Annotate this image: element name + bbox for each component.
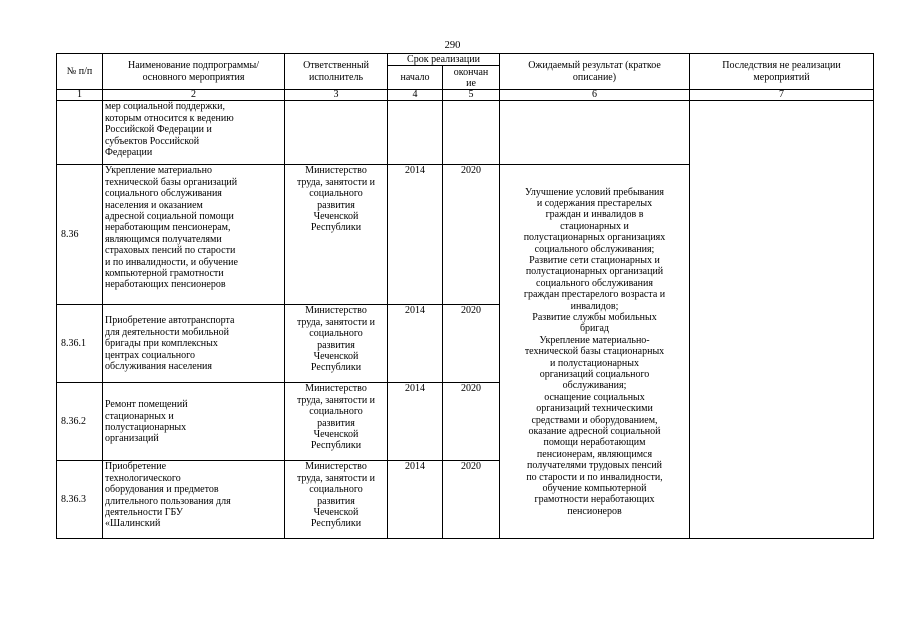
row-end: 2020: [443, 305, 500, 383]
column-number: 6: [500, 90, 690, 101]
column-number: 5: [443, 90, 500, 101]
program-table: [56, 53, 874, 539]
row-num: 8.36.3: [57, 461, 103, 539]
row-start: 2014: [388, 383, 443, 461]
row-end: [443, 101, 500, 165]
row-responsible: Министерство труда, занятости и социального развития Чеченской Республики: [285, 305, 388, 383]
row-name: Приобретение технологического оборудования и предметов длительного пользования для деятельности ГБУ «Шалинский: [103, 461, 285, 539]
row-end: 2020: [443, 383, 500, 461]
header-num: № п/п: [57, 54, 103, 90]
column-number: 3: [285, 90, 388, 101]
column-number: 7: [690, 90, 874, 101]
row-end: 2020: [443, 165, 500, 305]
row-start: [388, 101, 443, 165]
header-result: Ожидаемый результат (краткое описание): [500, 54, 690, 90]
row-start: 2014: [388, 165, 443, 305]
row-end: 2020: [443, 461, 500, 539]
row-name: Ремонт помещений стационарных и полустационарных организаций: [103, 383, 285, 461]
page-number: 290: [444, 40, 461, 51]
row-name: Укрепление материально технической базы организаций социального обслуживания населения и оказанием адресной социальной помощи неработающим пенсионерам, являющимся получателями страховых пенсий по старости и по инвалидности, и обучение компьютерной грамотности неработающих пенсионеров: [103, 165, 285, 305]
row-responsible: Министерство труда, занятости и социального развития Чеченской Республики: [285, 165, 388, 305]
row-num: 8.36: [57, 165, 103, 305]
row-start: 2014: [388, 461, 443, 539]
column-number: 1: [57, 90, 103, 101]
expected-result-cell: Улучшение условий пребывания и содержания престарелых граждан и инвалидов в стационарных и полустационарных организациях социального обслуживания; Развитие сети стационарных и полустационарных организаций социального обслуживания граждан престарелого возраста и инвалидов; Развитие службы мобильных бригад Укрепление материально- технической базы стационарных и полустационарных организаций социального обслуживания; оснащение социальных организаций техническими средствами и оборудованием, оказание адресной социальной помощи неработающим пенсионерам, являющимся получателями трудовых пенсий по старости и по инвалидности, обучение компьютерной грамотности неработающих пенсионеров: [500, 165, 690, 539]
row-name: Приобретение автотранспорта для деятельности мобильной бригады при комплексных центрах социального обслуживания населения: [103, 305, 285, 383]
consequences-cell: [690, 101, 874, 539]
row-num: 8.36.1: [57, 305, 103, 383]
row-responsible: Министерство труда, занятости и социального развития Чеченской Республики: [285, 461, 388, 539]
header-end: окончан ие: [443, 66, 500, 90]
row-num: 8.36.2: [57, 383, 103, 461]
row-responsible: [285, 101, 388, 165]
header-name: Наименование подпрограммы/ основного мероприятия: [103, 54, 285, 90]
row-result: [500, 101, 690, 165]
column-number: 2: [103, 90, 285, 101]
row-start: 2014: [388, 305, 443, 383]
header-period: Срок реализации: [388, 54, 500, 66]
row-name: мер социальной поддержки, которым относится к ведению Российской Федерации и субъектов Российской Федерации: [103, 101, 285, 165]
row-num: [57, 101, 103, 165]
header-consequences: Последствия не реализации мероприятий: [690, 54, 874, 90]
table-row: [57, 101, 874, 165]
column-number: 4: [388, 90, 443, 101]
header-responsible: Ответственный исполнитель: [285, 54, 388, 90]
header-start: начало: [388, 66, 443, 90]
row-responsible: Министерство труда, занятости и социального развития Чеченской Республики: [285, 383, 388, 461]
